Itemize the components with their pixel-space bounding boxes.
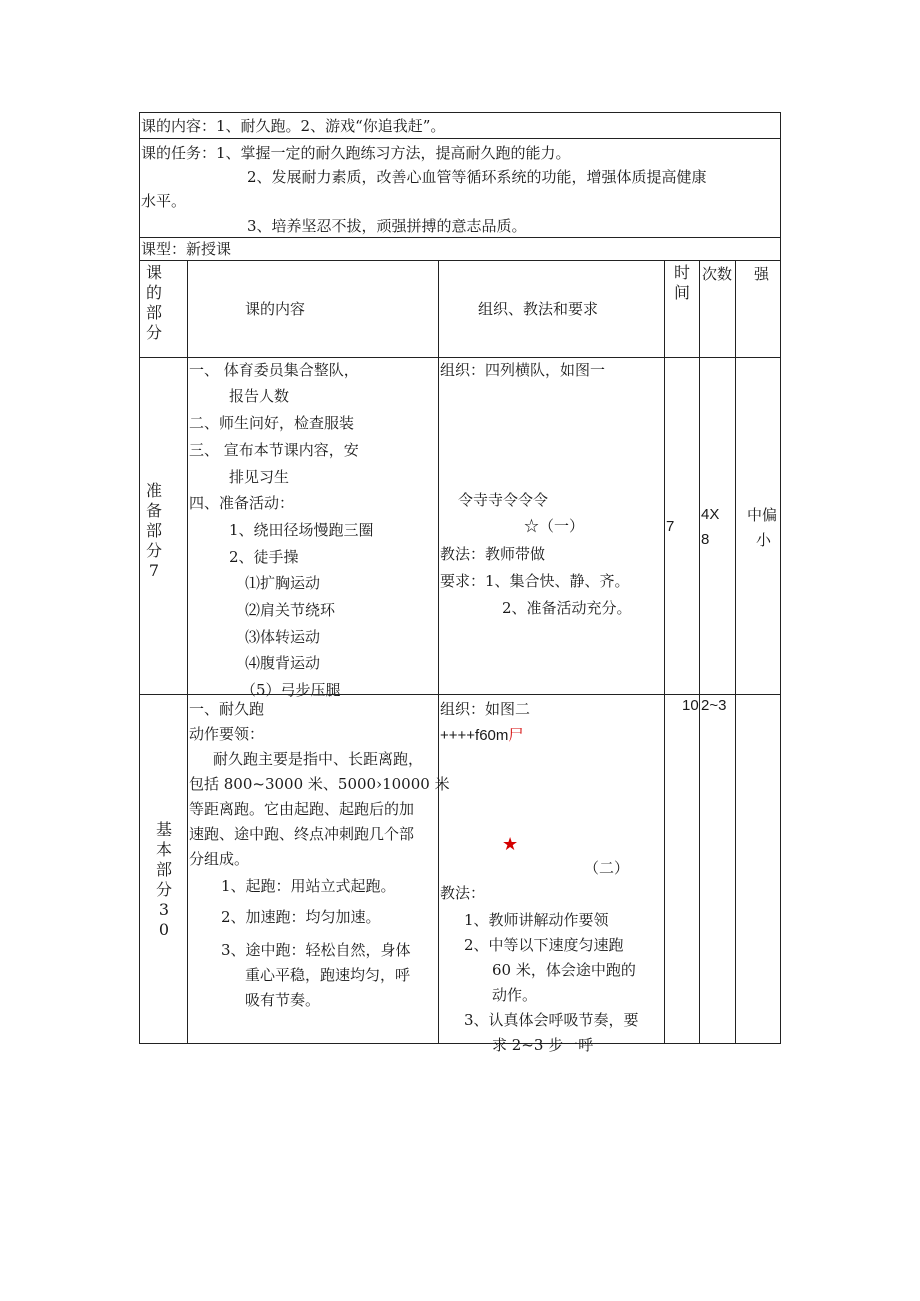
basic-method-line: 求 2~3 步一呼: [492, 1036, 594, 1054]
basic-method-line: 3、认真体会呼吸节奏，要: [464, 1011, 639, 1029]
basic-method-line: 60 米，体会途中跑的: [492, 961, 636, 979]
basic-para-line: 速跑、途中跑、终点冲刺跑几个部: [189, 825, 415, 843]
basic-figure-caption: （二）: [584, 859, 630, 877]
prep-line: （5）弓步压腿: [241, 681, 341, 699]
row-divider: [140, 694, 780, 695]
row-divider: [140, 357, 780, 358]
basic-step: 重心平稳，跑速均匀，呼: [245, 966, 411, 984]
prep-intensity: 小: [756, 531, 772, 549]
basic-time: 10: [682, 697, 699, 714]
basic-method-line: 动作。: [492, 986, 538, 1004]
track-symbol: 尸: [508, 726, 524, 744]
prep-line: 2、徒手操: [229, 548, 299, 566]
basic-step: 2、加速跑：均匀加速。: [221, 908, 381, 926]
basic-method-line: 2、中等以下速度匀速跑: [464, 936, 624, 954]
row-divider: [140, 260, 780, 261]
prep-time: 7: [666, 518, 675, 535]
col-divider: [664, 260, 665, 1044]
col-divider: [187, 260, 188, 1044]
basic-part-label: 基本部分30: [155, 820, 172, 939]
lesson-task-line: 课的任务：1、掌握一定的耐久跑练习方法，提高耐久跑的能力。: [141, 144, 571, 162]
col-header-count: 次数: [702, 265, 733, 283]
col-header-part: 课的部分: [145, 263, 162, 342]
basic-para-line: 耐久跑主要是指中、长距离跑，: [213, 750, 424, 768]
lesson-content: 课的内容：1、耐久跑。2、游戏“你追我赶”。: [141, 117, 446, 135]
prep-intensity: 中偏: [747, 506, 778, 524]
prep-line: 报告人数: [229, 387, 290, 405]
prep-content-cell: [189, 359, 437, 699]
prep-line: ⑵肩关节绕环: [245, 601, 336, 619]
prep-line: 三、 宣布本节课内容，安: [189, 441, 359, 459]
col-header-org: 组织、教法和要求: [478, 300, 599, 318]
lesson-task-line: 水平。: [141, 192, 187, 210]
basic-step: 3、途中跑：轻松自然，身体: [221, 941, 411, 959]
col-header-content: 课的内容: [245, 300, 306, 318]
lesson-plan-table: [139, 112, 781, 1054]
basic-subheading: 动作要领：: [189, 725, 265, 743]
prep-line: ⑴扩胸运动: [245, 574, 321, 592]
prep-line: 四、准备活动：: [189, 494, 295, 512]
prep-count: 8: [701, 531, 710, 548]
col-divider: [438, 260, 439, 1044]
basic-method-title: 教法：: [440, 884, 486, 902]
basic-org-cell: [440, 696, 663, 1054]
star-icon: ★: [502, 834, 519, 855]
prep-formation: 令寺寺令令令: [458, 491, 549, 509]
basic-method-line: 1、教师讲解动作要领: [464, 911, 609, 929]
prep-requirement: 2、准备活动充分。: [502, 599, 632, 617]
prep-method: 教法：教师带做: [440, 545, 546, 563]
prep-line: ⑶体转运动: [245, 628, 321, 646]
prep-part-label: 准备部分7: [145, 481, 162, 580]
prep-line: 1、绕田径场慢跑三圈: [229, 521, 374, 539]
col-header-intensity: 强: [754, 265, 770, 283]
basic-org-title: 组织：如图二: [440, 700, 531, 718]
basic-step: 吸有节奏。: [245, 991, 321, 1009]
row-divider: [140, 237, 780, 238]
prep-line: 二、师生问好，检查服装: [189, 414, 355, 432]
prep-line: 一、 体育委员集合整队，: [189, 361, 359, 379]
lesson-type: 课型：新授课: [141, 240, 232, 258]
row-divider: [140, 138, 780, 139]
prep-figure-caption: ☆（一）: [524, 517, 585, 535]
basic-step: 1、起跑：用站立式起跑。: [221, 877, 396, 895]
lesson-task-line: 2、发展耐力素质，改善心血管等循环系统的功能，增强体质提高健康: [247, 168, 707, 186]
prep-count: 4X: [701, 506, 720, 523]
basic-heading: 一、耐久跑: [189, 700, 265, 718]
prep-requirement: 要求：1、集合快、静、齐。: [440, 572, 630, 590]
basic-count: 2~3: [701, 697, 727, 714]
track-label: ++++f60m: [440, 727, 509, 744]
track-diagram: [440, 726, 523, 745]
prep-org-title: 组织：四列横队，如图一: [440, 361, 606, 379]
lesson-task-line: 3、培养坚忍不拔，顽强拼搏的意志品质。: [247, 217, 527, 235]
basic-para-line: 包括 800~3000 米、5000›10000 米: [189, 775, 450, 793]
col-header-time: 时间: [673, 263, 690, 302]
prep-line: 排见习生: [229, 468, 290, 486]
prep-line: ⑷腹背运动: [245, 654, 321, 672]
basic-para-line: 分组成。: [189, 850, 250, 868]
basic-para-line: 等距离跑。它由起跑、起跑后的加: [189, 800, 415, 818]
basic-content-cell: [189, 696, 450, 1043]
col-divider: [735, 260, 736, 1044]
col-divider: [699, 260, 700, 1044]
